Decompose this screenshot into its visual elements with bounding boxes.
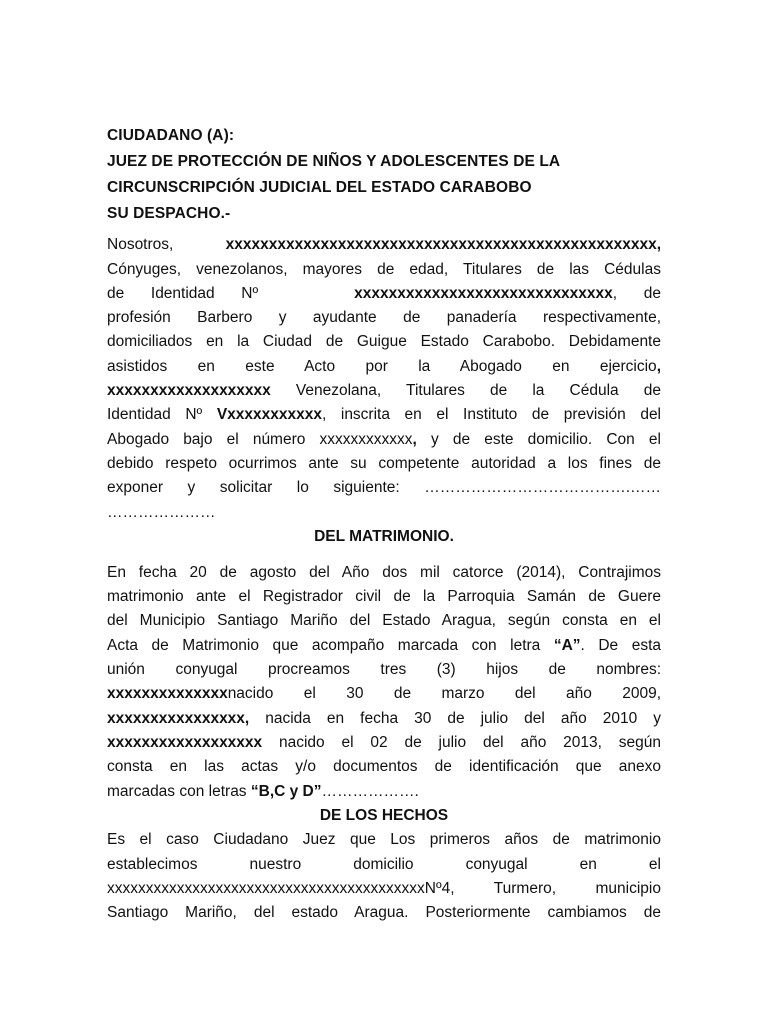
hechos-line: Es el caso Ciudadano Juez que Los primeros años de matrimonio (107, 831, 661, 848)
addressee-line-1: CIUDADANO (A): (107, 127, 235, 144)
matrimonio-text: nacida en fecha 30 de julio del año 2010 y (249, 710, 661, 727)
redacted-lawyer-name: xxxxxxxxxxxxxxxxxxx (107, 382, 271, 399)
hechos-line: xxxxxxxxxxxxxxxxxxxxxxxxxxxxxxxxxxxxxxxxxNº4, Turmero, municipio (107, 880, 661, 897)
redacted-lawyer-id: Vxxxxxxxxxxx (216, 406, 322, 423)
intro-text: Nosotros, (107, 236, 174, 253)
matrimonio-line (107, 682, 661, 706)
intro-line (107, 403, 661, 427)
addressee-block (107, 123, 662, 227)
intro-line: ………………… (107, 504, 216, 521)
matrimonio-text: marcadas con letras (107, 783, 251, 800)
matrimonio-line (107, 731, 661, 755)
redacted-ids: xxxxxxxxxxxxxxxxxxxxxxxxxxxxxx (354, 285, 613, 302)
section-heading-matrimonio: DEL MATRIMONIO. (314, 528, 454, 545)
matrimonio-line: unión conyugal procreamos tres (3) hijos de nombres: (107, 661, 661, 678)
intro-line (107, 282, 661, 306)
matrimonio-line: del Municipio Santiago Mariño del Estado Aragua, según consta en el (107, 612, 661, 629)
section-heading-hechos: DE LOS HECHOS (319, 807, 449, 824)
matrimonio-text: nacido el 02 de julio del año 2013, según (262, 734, 661, 751)
redacted-child-1: xxxxxxxxxxxxxx (107, 685, 228, 702)
matrimonio-line: consta en las actas y/o documentos de identificación que anexo (107, 758, 661, 775)
intro-text: , inscrita en el Instituto de previsión del (321, 406, 662, 423)
intro-line: domiciliados en la Ciudad de Guigue Estado Carabobo. Debidamente (107, 333, 661, 350)
intro-text: Identidad Nº (107, 406, 217, 423)
addressee-line-4: SU DESPACHO.- (107, 205, 231, 222)
hechos-line: establecimos nuestro domicilio conyugal en el (107, 856, 661, 873)
letters-bcd: “B,C y D” (250, 783, 322, 800)
matrimonio-line (107, 634, 661, 658)
matrimonio-line: En fecha 20 de agosto del Año dos mil catorce (2014), Contrajimos (107, 564, 661, 581)
comma: , (412, 431, 417, 448)
intro-line: Cónyuges, venezolanos, mayores de edad, Titulares de las Cédulas (107, 261, 661, 278)
intro-text: asistidos en este Acto por la Abogado en ejercicio (107, 358, 657, 375)
intro-line (107, 379, 661, 403)
intro-line (107, 428, 661, 452)
matrimonio-text: nacido el 30 de marzo del año 2009, (227, 685, 661, 702)
redacted-child-2: xxxxxxxxxxxxxxxx, (107, 710, 250, 727)
intro-text: , de (612, 285, 661, 302)
intro-text: y de este domicilio. Con el (416, 431, 661, 448)
intro-line: debido respeto ocurrimos ante su competente autoridad a los fines de (107, 455, 661, 472)
hechos-line: Santiago Mariño, del estado Aragua. Posteriormente cambiamos de (107, 904, 661, 921)
addressee-line-3: CIRCUNSCRIPCIÓN JUDICIAL DEL ESTADO CARABOBO (107, 179, 532, 196)
intro-line (107, 355, 661, 379)
addressee-line-2: JUEZ DE PROTECCIÓN DE NIÑOS Y ADOLESCENTES DE LA (107, 153, 561, 170)
intro-text: de Identidad Nº (107, 285, 259, 302)
matrimonio-text: Acta de Matrimonio que acompaño marcada con letra (107, 637, 554, 654)
comma: , (656, 358, 661, 375)
intro-text: Venezolana, Titulares de la Cédula de (270, 382, 661, 399)
matrimonio-line: matrimonio ante el Registrador civil de la Parroquia Samán de Guere (107, 588, 661, 605)
intro-line: exponer y solicitar lo siguiente: ………………………………….…… (107, 479, 661, 496)
letter-a: “A” (553, 637, 581, 654)
intro-line: profesión Barbero y ayudante de panadería respectivamente, (107, 309, 661, 326)
matrimonio-line (107, 780, 661, 804)
intro-text: Abogado bajo el número xxxxxxxxxxxx (107, 431, 413, 448)
redacted-names: xxxxxxxxxxxxxxxxxxxxxxxxxxxxxxxxxxxxxxxxxxxxxxxxxx, (225, 236, 661, 253)
matrimonio-text: ………………. (321, 783, 419, 800)
intro-line (107, 233, 661, 257)
redacted-child-3: xxxxxxxxxxxxxxxxxx (107, 734, 263, 751)
matrimonio-line (107, 707, 661, 731)
matrimonio-text: . De esta (580, 637, 662, 654)
